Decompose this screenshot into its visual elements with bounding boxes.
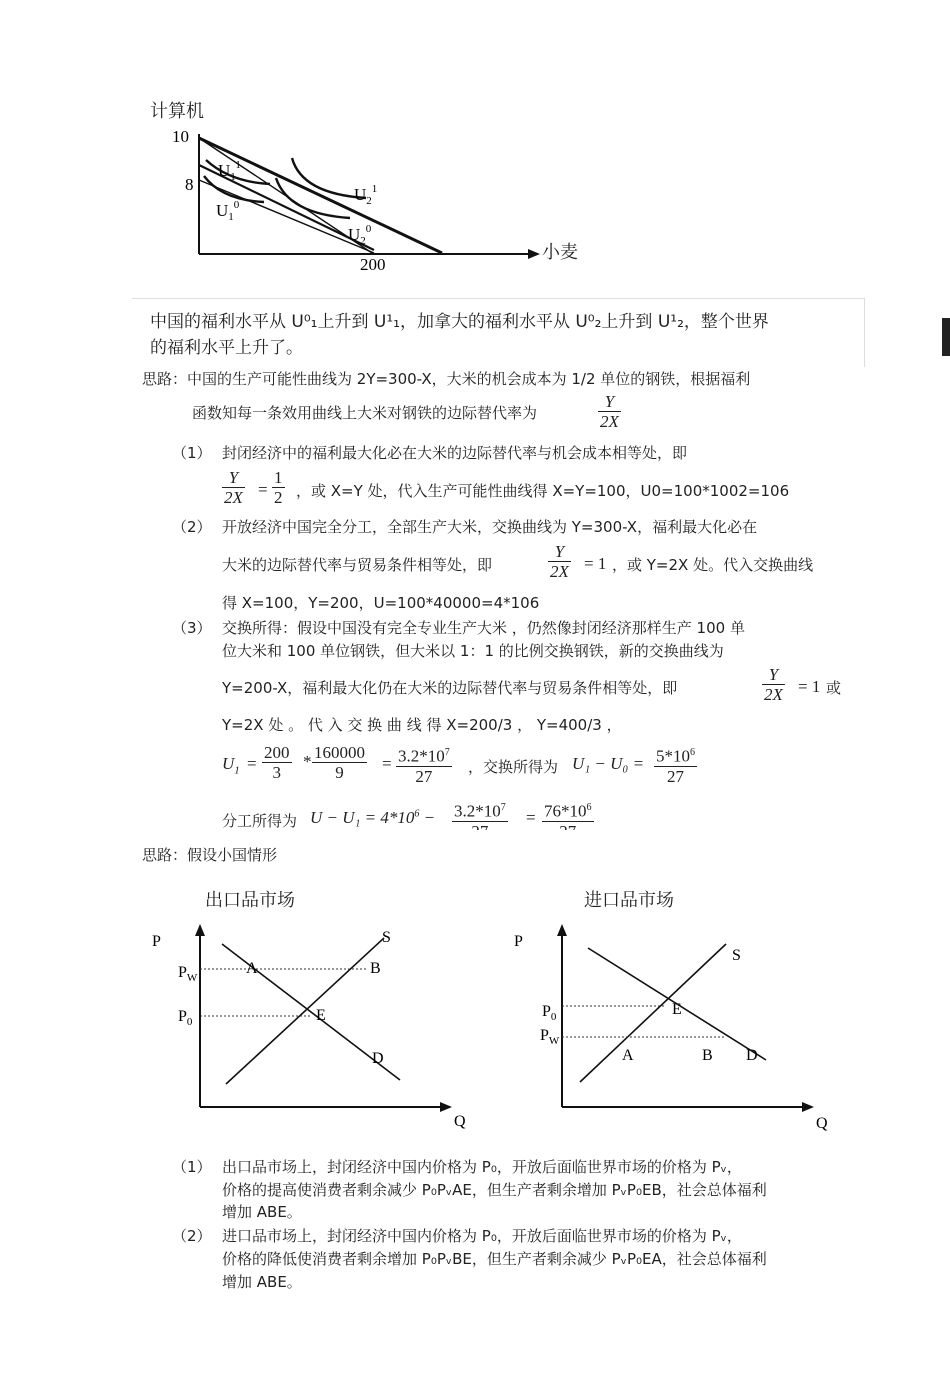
u1-symbol: $U_1$ [222,754,240,777]
item3-equals-one: = 1 [798,677,821,696]
item2-number: （2） [172,518,212,536]
export-chart [150,922,490,1132]
item3-number: （3） [172,619,212,637]
import-point-d: D [746,1047,758,1064]
item2-line1: 开放经济中国完全分工，全部生产大米，交换曲线为 Y=300-X，福利最大化必在 [222,518,758,536]
export-y-arrow [195,924,205,936]
thinking2: 思路：假设小国情形 [142,846,278,864]
export-chart-title: 出口品市场 [205,890,295,911]
item1-number: （1） [172,444,212,462]
u1-equals: = [247,754,257,773]
export-point-a: A [246,960,258,977]
export-x-arrow [440,1102,452,1112]
thinking1-line2: 函数知每一条效用曲线上大米对钢铁的边际替代率为 [192,404,538,422]
div-lhs: $U - U_1 = 4*10^6$ − [310,808,436,827]
cropped-edge [440,830,640,844]
u1-fraction-3: $\frac{3.2*10^7}{27}$ [396,743,452,786]
u1-times: * [303,752,312,771]
import-p0-label: $P_0$ [542,1003,557,1023]
import-point-e: E [672,1001,682,1018]
bottom1-number: （1） [172,1158,212,1176]
import-y-arrow [557,924,567,936]
item2-fraction: $\frac{Y}{2X}$ [550,542,569,581]
import-point-a: A [622,1047,634,1064]
bottom2-line3: 增加 ABE。 [222,1273,302,1291]
top-chart-tick-200: 200 [360,255,386,274]
top-chart-label-u1-1: $U_1^1$ [218,159,241,183]
top-chart-label-u2-1: $U_2^1$ [354,183,378,207]
item1-line2: ，或 X=Y 处，代入生产可能性曲线得 X=Y=100，U0=100*1002=106 [296,482,790,500]
item3-line6: 分工所得为 [222,812,298,830]
gain-fraction: $\frac{5*10^6}{27}$ [654,743,697,786]
bottom1-line3: 增加 ABE。 [222,1203,302,1221]
bottom1-line1: 出口品市场上，封闭经济中国内价格为 P₀，开放后面临世界市场的价格为 Pᵥ， [222,1158,742,1176]
u1-equals-2: = [382,754,392,773]
div-fraction-1: $3.2*10^7$ [452,798,508,841]
import-point-s: S [732,947,741,964]
export-pw-label: $P_W$ [178,964,198,984]
item1-equals: = [258,480,268,499]
top-chart-label-u2-0: $U_2^0$ [348,223,372,247]
top-chart-tick-10: 10 [172,127,189,146]
bottom2-line2: 价格的降低使消费者剩余增加 P₀PᵥBE，但生产者剩余减少 PᵥP₀EA，社会总体福利 [222,1250,767,1268]
item2-equals-one: = 1 [584,554,607,573]
item3-line1: 交换所得：假设中国没有完全专业生产大米 ，仍然像封闭经济那样生产 100 单 [222,619,745,637]
export-y-label: P [152,933,161,950]
export-x-label: Q [454,1113,466,1130]
item3-line3b: 或 [826,679,842,697]
import-pw-label: $P_W$ [540,1027,560,1047]
top-chart-tick-8: 8 [185,175,194,194]
export-p0-label: $P_0$ [178,1008,193,1028]
bottom2-line1: 进口品市场上，封闭经济中国内价格为 P₀，开放后面临世界市场的价格为 Pᵥ， [222,1227,742,1245]
thinking1-line1: 思路：中国的生产可能性曲线为 2Y=300-X，大米的机会成本为 1/2 单位的钢铁，根据福利 [142,370,751,388]
top-chart-label-u1-0: $U_1^0$ [216,199,240,223]
bottom1-line2: 价格的提高使消费者剩余减少 P₀PᵥAE，但生产者剩余增加 PᵥP₀EB，社会总体福利 [222,1181,767,1199]
item3-line4: Y=2X 处 。 代 入 交 换 曲 线 得 X=200/3 ， Y=400/3 ， [222,716,622,734]
item2-line2b: ，或 Y=2X 处。代入交换曲线 [612,556,814,574]
conclusion-line-1: 中国的福利水平从 U⁰₁上升到 U¹₁，加拿大的福利水平从 U⁰₂上升到 U¹₂，整个世界 [150,312,769,332]
edge-mark [942,318,950,356]
item1-fraction-left: $\frac{Y}{2X}$ [224,468,243,507]
import-y-label: P [514,933,523,950]
item1-fraction-half: $\frac{1}{2}$ [274,468,283,507]
import-chart-title: 进口品市场 [584,890,674,911]
import-point-b: B [702,1047,713,1064]
export-point-b: B [370,960,381,977]
top-chart [160,118,600,278]
conclusion-line-2: 的福利水平上升了。 [150,338,303,358]
export-point-e: E [316,1007,326,1024]
top-chart-x-arrow [528,249,540,259]
u1-fraction-2: $\frac{160000}{9}$ [314,743,365,782]
item3-line5-mid: ，交换所得为 [468,758,559,776]
div-fraction-2: $76*10^6$ [542,798,594,841]
top-chart-x-label: 小麦 [542,242,578,263]
item2-line2a: 大米的边际替代率与贸易条件相等处，即 [222,556,493,574]
item3-line2: 位大米和 100 单位钢铁，但大米以 1：1 的比例交换钢铁，新的交换曲线为 [222,642,724,660]
bottom2-number: （2） [172,1227,212,1245]
item1-line1: 封闭经济中的福利最大化必在大米的边际替代率与机会成本相等处，即 [222,444,688,462]
import-x-arrow [802,1102,814,1112]
import-x-label: Q [816,1115,828,1132]
gain-lhs: U₁ − U₀ = [572,754,645,773]
item3-line3a: Y=200-X，福利最大化仍在大米的边际替代率与贸易条件相等处，即 [222,679,678,697]
export-point-s: S [382,929,391,946]
import-chart [510,922,850,1132]
mrs-fraction: $\frac{Y}{2X}$ [600,392,619,431]
item2-line3: 得 X=100，Y=200，U=100*40000=4*106 [222,594,540,612]
u1-fraction-1: $\frac{200}{3}$ [264,743,290,782]
div-equals: = [526,808,536,827]
top-chart-y-label: 计算机 [150,101,204,122]
export-point-d: D [372,1050,384,1067]
item3-fraction: $\frac{Y}{2X}$ [764,665,783,704]
